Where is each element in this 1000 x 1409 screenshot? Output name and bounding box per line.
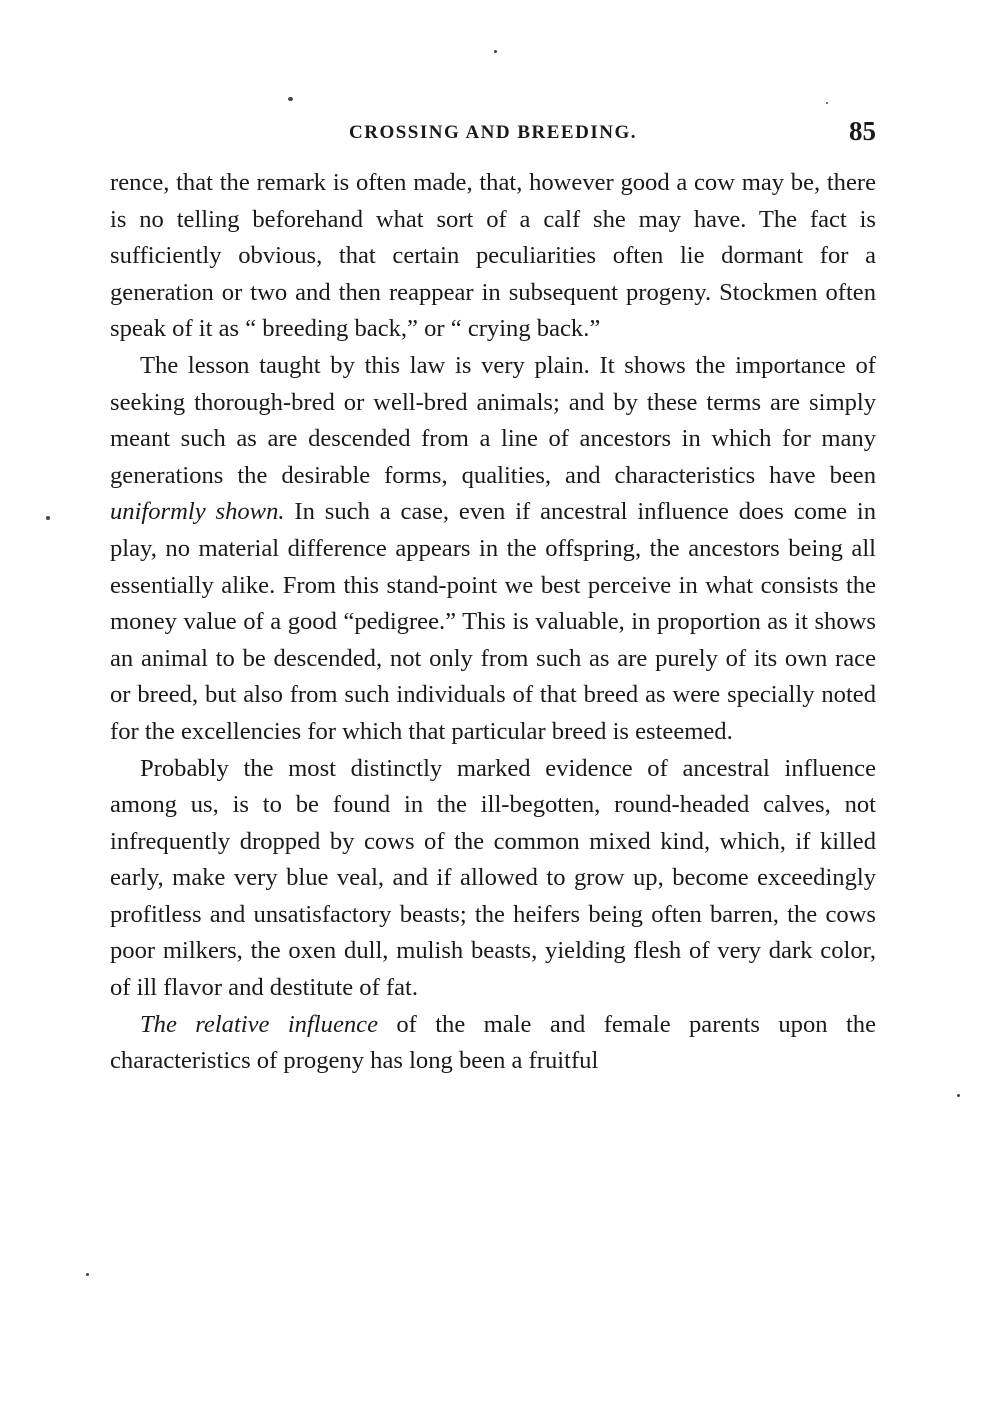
paragraph-1 [110, 165, 876, 348]
paragraph-3 [110, 751, 876, 1007]
body-text [110, 165, 876, 1080]
scan-speck [46, 516, 50, 520]
paragraph-4 [110, 1007, 876, 1080]
paragraph-3-text: Probably the most distinctly marked evidence of ancestral influence among us, is to be found in the ill-begotten, round-headed calves, not infrequently dropped by cows of the common mixed kind, which, if killed early, make very blue veal, and if allowed to grow up, become exceedingly profitless and unsatisfactory beasts; the heifers being often barren, the cows poor milkers, the oxen dull, mulish beasts, yielding flesh of very dark color, of ill flavor and destitute of fat. [110, 754, 876, 1002]
scan-speck [288, 97, 293, 101]
running-title: CROSSING AND BREEDING. [349, 122, 637, 143]
scan-speck [826, 102, 828, 104]
paragraph-1-text: rence, that the remark is often made, that, however good a cow may be, there is no telling beforehand what sort of a calf she may have. The fact is sufficiently obvious, that certain peculiarities often lie dormant for a generation or two and then reappear in subsequent progeny. Stockmen often speak of it as “ breeding back,” or “ crying back.” [110, 169, 876, 343]
running-head [110, 112, 876, 152]
paragraph-2 [110, 348, 876, 751]
paragraph-4-italic: The relative influence [140, 1010, 378, 1038]
scan-speck [86, 1273, 89, 1276]
paragraph-2-italic: uniformly shown. [110, 498, 285, 526]
page-number: 85 [849, 116, 876, 146]
paragraph-4-text: of the male and female parents upon the characteristics of progeny has long been a fruitful [110, 1010, 876, 1075]
scan-speck [957, 1094, 960, 1097]
paragraph-2-text-b: In such a case, even if ancestral influence does come in play, no material difference appears in the offspring, the ancestors being all essentially alike. From this stand-point we best perceive in what consists the money value of a good “pedigree.” This is valuable, in proportion as it shows an animal to be descended, not only from such as are purely of its own race or breed, but also from such individuals of that breed as were specially noted for the excellencies for which that particular breed is esteemed. [110, 498, 876, 745]
paragraph-2-text-a: The lesson taught by this law is very plain. It shows the importance of seeking thorough-bred or well-bred animals; and by these terms are simply meant such as are descended from a line of ancestors in which for many generations the desirable forms, qualities, and characteristics have been [110, 351, 876, 489]
scan-speck [494, 50, 497, 53]
